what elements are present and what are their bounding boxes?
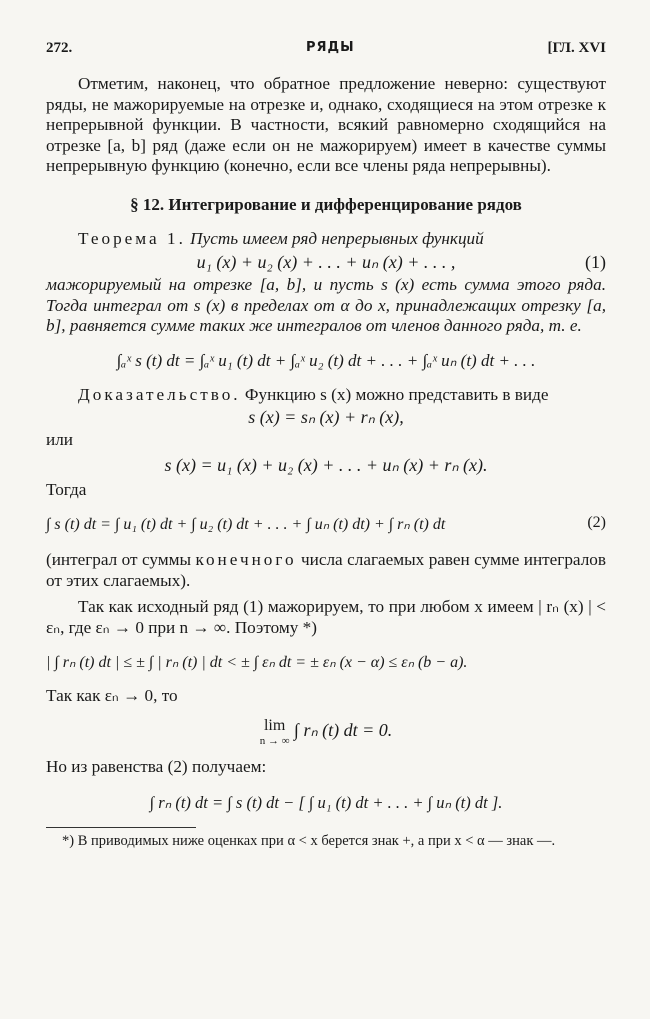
chapter-label: [ГЛ. XVI [547,40,606,56]
page-number: 272. [46,40,73,56]
proof-text-4: Но из равенства (2) получаем: [46,756,267,776]
equation-integral-series: ∫ₐˣ s (t) dt = ∫ₐˣ u₁ (t) dt + ∫ₐˣ u₂ (t) dt + . . . + ∫ₐˣ uₙ (t) dt + . . . [116,350,536,370]
word-then: Тогда [46,479,87,499]
equation-1 [46,252,606,273]
limit-operator [260,717,290,747]
equation-1-number: (1) [585,252,606,272]
running-title: РЯДЫ [306,40,355,55]
word-or: или [46,430,73,449]
equation-s-decomposition: s (x) = sₙ (x) + rₙ (x), [248,407,404,427]
sum-note-spaced-word: конечного [195,550,297,569]
sum-note-part-1: (интеграл от суммы [46,550,196,569]
theorem-statement [46,229,606,250]
theorem-label: Теорема 1. [78,228,186,248]
equation-1-body: u₁ (x) + u₂ (x) + . . . + uₙ (x) + . . . , [196,252,456,272]
footnote-marker: *) [62,833,75,849]
limit-subscript: n → ∞ [259,734,290,747]
theorem-body: мажорируемый на отрезке [a, b], и пусть s (x) есть сумма этого ряда. Тогда интеграл от s (x) в пределах от α до x, принадлежащих отрезку [a, b], равняется сумме таких же интегралов от членов данного ряда, т. е. [46,275,606,335]
equation-estimate: | ∫ rₙ (t) dt | ≤ ± ∫ | rₙ (t) | dt < ± ∫ εₙ dt = ± εₙ (x − α) ≤ εₙ (b − a). [46,654,468,671]
section-title: § 12. Интегрирование и дифференцирование рядов [130,194,522,214]
proof-label: Доказательство. [78,384,241,404]
page-header [46,34,606,60]
theorem-intro: Пусть имеем ряд непрерывных функций [190,228,484,248]
sum-note [46,550,606,591]
equation-s-expanded: s (x) = u₁ (x) + u₂ (x) + . . . + uₙ (x) + rₙ (x). [164,454,488,475]
book-page [46,34,606,850]
paragraph-intro: Отметим, наконец, что обратное предложение неверно: существуют ряды, не мажорируемые на отрезке и, однако, сходящиеся на этом отрезке к непрерывной функции. В частности, всякий равномерно сходящийся на отрезке [a, b] ряд (даже если он не мажорируем) имеет в качестве суммы непрерывную функцию (конечно, если все члены ряда непрерывны). [46,74,606,175]
footnote-divider [46,827,196,828]
footnote-text: В приводимых ниже оценках при α < x берется знак +, а при x < α — знак —. [77,833,556,849]
sum-note-part-2: числа слагаемых равен сумме интегралов от этих слагаемых). [46,550,606,590]
limit-word: lim [263,716,286,734]
limit-tail: ∫ rₙ (t) dt = 0. [294,719,393,740]
equation-2-body: ∫ s (t) dt = ∫ u₁ (t) dt + ∫ u₂ (t) dt + . . . + ∫ uₙ (t) dt) + ∫ rₙ (t) dt [46,516,446,533]
equation-final: ∫ rₙ (t) dt = ∫ s (t) dt − [ ∫ u₁ (t) dt + . . . + ∫ uₙ (t) dt ]. [149,793,503,812]
footnote [46,832,606,850]
proof-text-2: Так как исходный ряд (1) мажорируем, то при любом x имеем | rₙ (x) | < εₙ, где εₙ → 0 при n → ∞. Поэтому *) [46,597,606,637]
equation-limit [46,717,606,747]
equation-2-number: (2) [587,514,606,531]
proof-start [46,385,606,406]
proof-text-3: Так как εₙ → 0, то [46,686,178,705]
equation-2 [46,514,606,534]
proof-text-1: Функцию s (x) можно представить в виде [244,384,549,404]
